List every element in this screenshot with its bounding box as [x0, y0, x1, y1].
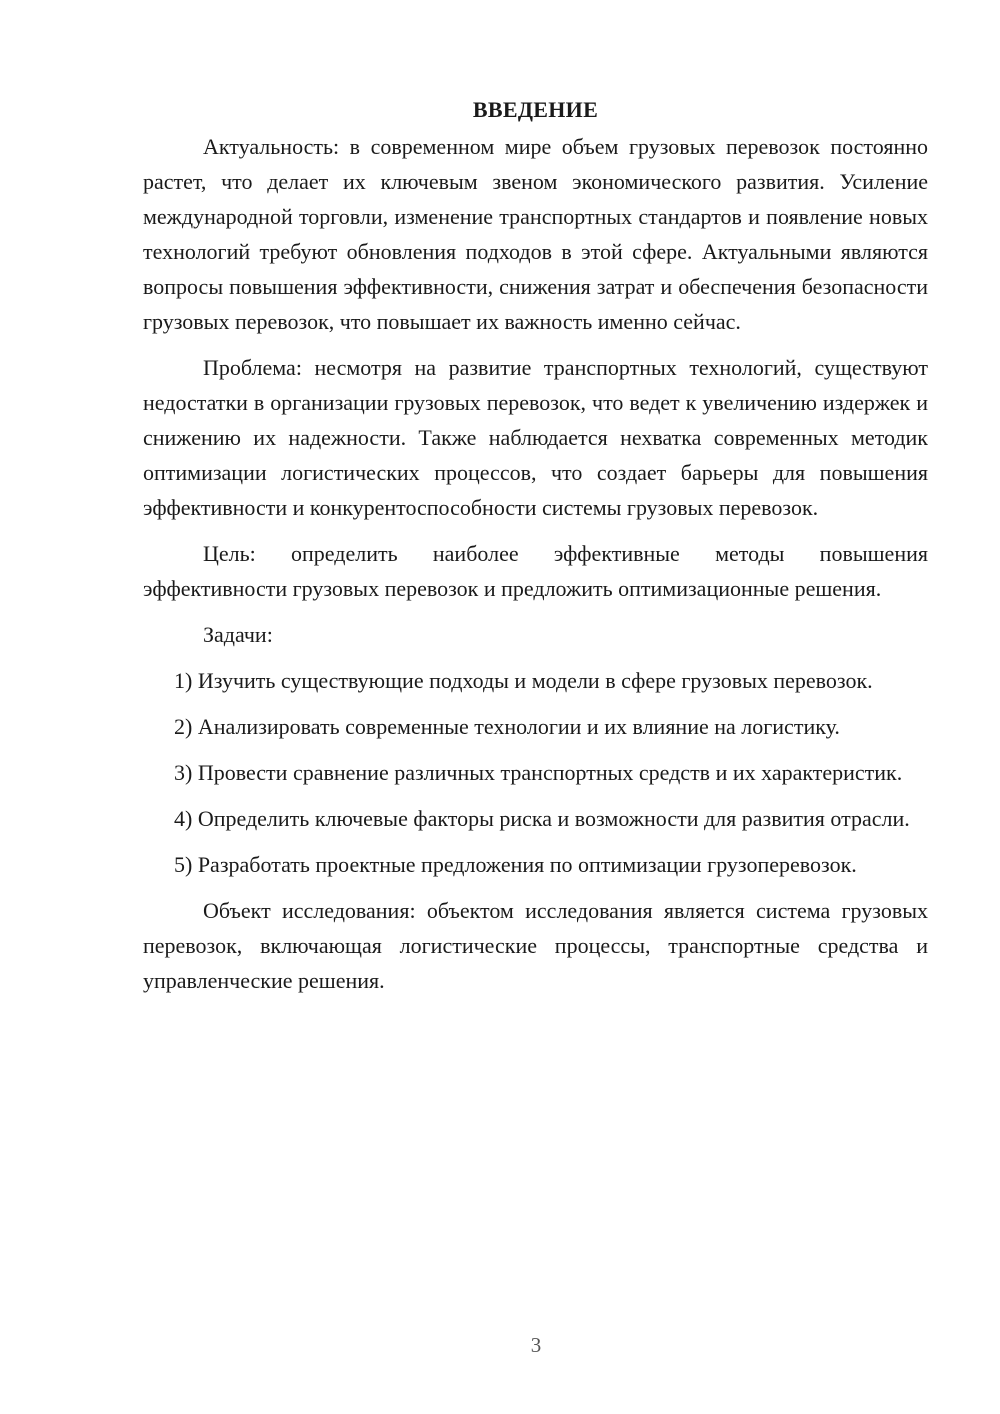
page-number: 3 — [530, 1333, 542, 1357]
section-title: ВВЕДЕНИЕ — [472, 97, 599, 122]
goal-paragraph: Цель: определить наиболее эффективные методы повышения эффективности грузовых перевозок и предложить оптимизационные решения. — [143, 541, 928, 601]
problem-paragraph: Проблема: несмотря на развитие транспортных технологий, существуют недостатки в организации грузовых перевозок, что ведет к увеличению издержек и снижению их надежности. Также наблюдается нехватка современных методик оптимизации логистических процессов, что создает барьеры для повышения эффективности и конкурентоспособности системы грузовых перевозок. — [143, 355, 928, 520]
relevance-paragraph: Актуальность: в современном мире объем грузовых перевозок постоянно растет, что делает их ключевым звеном экономического развития. Усиление международной торговли, изменение транспортных стандартов и появление новых технологий требуют обновления подходов в этой сфере. Актуальными являются вопросы повышения эффективности, снижения затрат и обеспечения безопасности грузовых перевозок, что повышает их важность именно сейчас. — [143, 134, 928, 334]
task-item-5: 5) Разработать проектные предложения по оптимизации грузоперевозок. — [174, 852, 857, 877]
task-item-3: 3) Провести сравнение различных транспортных средств и их характеристик. — [174, 760, 903, 785]
object-paragraph: Объект исследования: объектом исследования является система грузовых перевозок, включающая логистические процессы, транспортные средства и управленческие решения. — [143, 898, 928, 993]
document-page — [143, 92, 928, 1009]
task-item-4: 4) Определить ключевые факторы риска и возможности для развития отрасли. — [174, 806, 910, 831]
task-item-2: 2) Анализировать современные технологии и их влияние на логистику. — [174, 714, 840, 739]
task-item-1: 1) Изучить существующие подходы и модели в сфере грузовых перевозок. — [174, 668, 873, 693]
tasks-heading: Задачи: — [203, 622, 273, 647]
